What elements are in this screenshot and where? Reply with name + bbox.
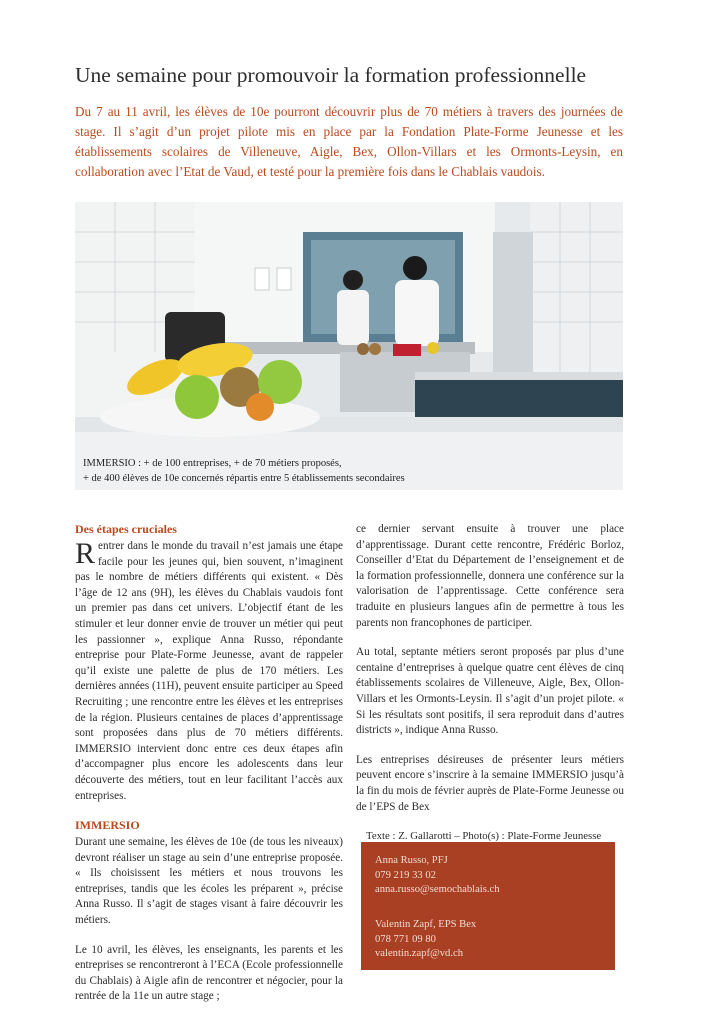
section-heading-etapes: Des étapes cruciales	[75, 522, 177, 536]
right-paragraph-3: Les entreprises désireuses de présenter leurs métiers peuvent encore s’inscrire à la semaine IMMERSIO jusqu’à la fin du mois de février auprès de Plate-Forme Jeunesse ou de l’EPS de Bex	[356, 753, 624, 813]
article-lead: Du 7 au 11 avril, les élèves de 10e pourront découvrir plus de 70 métiers à travers des journées de stage. Il s’agit d’un projet pilote mis en place par la Fondation Plate-Forme Jeunesse et les établissements scolaires de Villeneuve, Aigle, Bex, Ollon-Villars et les Ormonts-Leysin, en collaboration avec l’Etat de Vaud, et testé pour la première fois dans le Chablais vaudois.	[75, 104, 623, 179]
photo-caption	[83, 456, 523, 486]
section1-paragraph	[75, 539, 343, 804]
contact-card	[375, 918, 476, 962]
article-credit: Texte : Z. Gallarotti – Photo(s) : Plate-Forme Jeunesse	[366, 830, 602, 843]
contact-name: Valentin Zapf, EPS Bex	[375, 919, 477, 930]
contact-email[interactable]: anna.russo@semochablais.ch	[375, 884, 500, 896]
section2-paragraph-1: Durant une semaine, les élèves de 10e (de tous les niveaux) devront réaliser un stage au sein d’une entreprise proposée. « Ils choisissent les métiers et nous trouvons les entreprises, tandis que les écoles les préparent », précise Anna Russo. Il s’agit de stages visant à faire découvrir les métiers.	[75, 836, 343, 927]
right-paragraph-1: ce dernier servant ensuite à trouver une place d’apprentissage. Durant cette rencontre, Frédéric Borloz, Conseiller d’Etat du Département de l’enseignement et de la formation professionnelle, donnera une conférence sur la valorisation de l’apprentissage. Cette conférence sera traduite en plusieurs langues afin de permettre à tous les parents non francophones de participer.	[356, 523, 624, 629]
caption-line-1: IMMERSIO : + de 100 entreprises, + de 70 métiers proposés,	[83, 458, 342, 469]
kitchen-illustration	[75, 202, 623, 490]
contact-phone: 078 771 09 80	[375, 933, 436, 945]
section1-text: entrer dans le monde du travail n’est jamais une étape facile pour les jeunes qui, bien souvent, n’imaginent pas le nombre de métiers différents qui existent. « Dès l’âge de 12 ans (9H), les élèves du Chablais vaudois font un premier pas dans cet univers. L’objectif étant de les stimuler et leur donner envie de trouver un métier qui peut les passionner », explique Anna Russo, répondante entreprise pour Plate-Forme Jeunesse, avant de rappeler qu’il existe une palette de plus de 170 métiers. Les dernières années (11H), peuvent ensuite participer au Speed Recruiting ; une rencontre entre les élèves et les entreprises de la région. Plusieurs centaines de places d’apprentissage sont proposées dans plus de 70 métiers différents. IMMERSIO intervient donc entre ces deux étapes afin d’accompagner plus encore les adolescents dans leur découverte des métiers, tout en leur facilitant l’accès aux entreprises.	[75, 540, 343, 802]
right-paragraph-2: Au total, septante métiers seront proposés par plus d’une centaine d’entreprises à quelque quatre cent élèves de cinq établissements scolaires de Villeneuve, Aigle, Bex, Ollon-Villars et les Ormonts-Leysin. Il s’agit d’un projet pilote. « Si les résultats sont positifs, il sera reproduit dans d’autres districts », indique Anna Russo.	[356, 646, 624, 737]
article-title: Une semaine pour promouvoir la formation professionnelle	[75, 63, 587, 87]
contact-card	[375, 854, 500, 898]
contact-phone: 079 219 33 02	[375, 869, 436, 881]
kitchen-photo	[75, 202, 623, 490]
section2-paragraph-2: Le 10 avril, les élèves, les enseignants, les parents et les entreprises se rencontreront à l’ECA (Ecole professionnelle du Chablais) à Aigle afin de rencontrer et négocier, pour la rentrée de la 11e un autre stage ;	[75, 943, 343, 1003]
right-column	[356, 522, 624, 845]
left-column	[75, 522, 343, 1019]
contact-email[interactable]: valentin.zapf@vd.ch	[375, 948, 463, 960]
section-heading-immersio: IMMERSIO	[75, 818, 140, 833]
caption-line-2: + de 400 élèves de 10e concernés répartis entre 5 établissements secondaires	[83, 473, 405, 484]
contact-box	[361, 842, 615, 970]
contact-name: Anna Russo, PFJ	[375, 855, 448, 866]
dropcap: R	[75, 537, 96, 570]
